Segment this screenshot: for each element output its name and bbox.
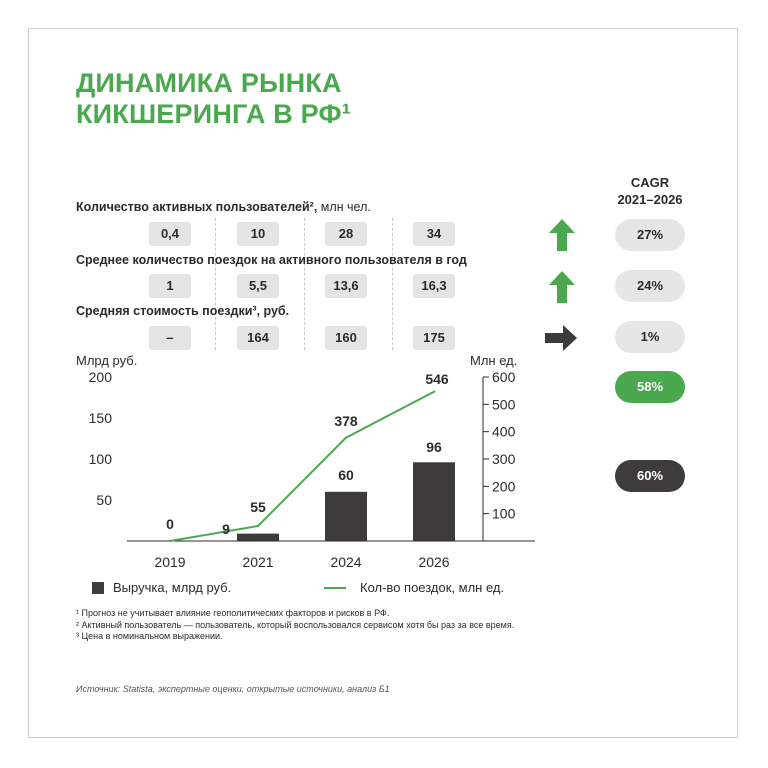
metric-value: 160 [325,326,367,350]
metric-value: 164 [237,326,279,350]
bar-revenue-2026 [413,462,455,541]
line-value-label: 55 [250,499,266,515]
legend-item-revenue [92,580,231,595]
bar-value-label: 9 [222,521,230,537]
line-point-2019 [169,540,171,542]
footnotes [76,608,514,643]
cagr-pill-trips-per-user: 24% [615,270,685,302]
y-right-tick-label: 500 [492,396,516,413]
line-trips [170,392,434,541]
metric-value: 10 [237,222,279,246]
cagr-pill-active-users: 27% [615,219,685,251]
y-right-tick-label: 400 [492,423,516,440]
footnote-2: ² Активный пользователь — пользователь, который воспользовался сервисом хотя бы раз за все время. [76,619,515,630]
y-axis-right-title: Млн ед. [470,353,518,368]
title-line-1: ДИНАМИКА РЫНКА [76,68,342,98]
y-left-tick-label: 200 [88,369,112,385]
metric-value: 1 [149,274,191,298]
legend-label-revenue: Выручка, млрд руб. [113,580,232,595]
y-right-tick-label: 100 [492,505,516,522]
bar-revenue-2024 [325,492,367,541]
cagr-pill-trips: 58% [615,371,685,403]
metric-value: 28 [325,222,367,246]
line-point-2021 [257,525,259,527]
line-point-2026 [433,391,435,393]
metric-label-text: Количество активных пользователей², [76,200,321,214]
cagr-header-line-2: 2021–2026 [617,192,683,207]
line-value-label: 378 [334,413,358,429]
line-point-2024 [345,436,347,438]
legend-bar-swatch [92,582,104,594]
title-line-2: КИКШЕРИНГА В РФ¹ [76,99,351,129]
bar-value-label: 0 [166,516,174,532]
x-tick-label: 2024 [330,554,362,570]
metric-value: 16,3 [413,274,455,298]
metric-label-text: Среднее количество поездок на активного пользователя в год [76,253,467,267]
metric-value: 0,4 [149,222,191,246]
legend-item-trips [324,580,504,595]
legend-label-trips: Кол-во поездок, млн ед. [360,580,505,595]
source-note: Источник: Statista, экспертные оценки, открытые источники, анализ Б1 [76,684,390,694]
cagr-pill-revenue: 60% [615,460,685,492]
cagr-header-line-1: CAGR [630,175,670,190]
y-left-tick-label: 50 [96,492,112,508]
metric-value: – [149,326,191,350]
metric-value: 5,5 [237,274,279,298]
bar-value-label: 96 [426,439,442,455]
x-tick-label: 2026 [418,554,450,570]
y-axis-left-title: Млрд руб. [76,353,138,368]
bar-value-label: 60 [338,467,354,483]
y-right-tick-label: 600 [492,369,516,385]
x-tick-label: 2019 [154,554,186,570]
y-left-tick-label: 150 [88,410,112,426]
footnote-3: ³ Цена в номинальном выражении. [76,631,223,641]
footnote-1: ¹ Прогноз не учитывает влияние геополитических факторов и рисков в РФ. [76,608,390,618]
metric-value: 34 [413,222,455,246]
x-tick-label: 2021 [242,554,274,570]
metric-unit-text: млн чел. [320,200,371,214]
cagr-pill-avg-trip-cost: 1% [615,321,685,353]
metric-value: 175 [413,326,455,350]
y-right-tick-label: 200 [492,478,516,495]
line-value-label: 546 [425,371,449,387]
metric-value: 13,6 [325,274,367,298]
y-right-tick-label: 300 [492,451,516,467]
legend-line-swatch [324,587,346,589]
metric-label-text: Средняя стоимость поездки³, руб. [76,304,290,318]
bar-revenue-2021 [237,534,279,541]
y-left-tick-label: 100 [88,451,112,467]
